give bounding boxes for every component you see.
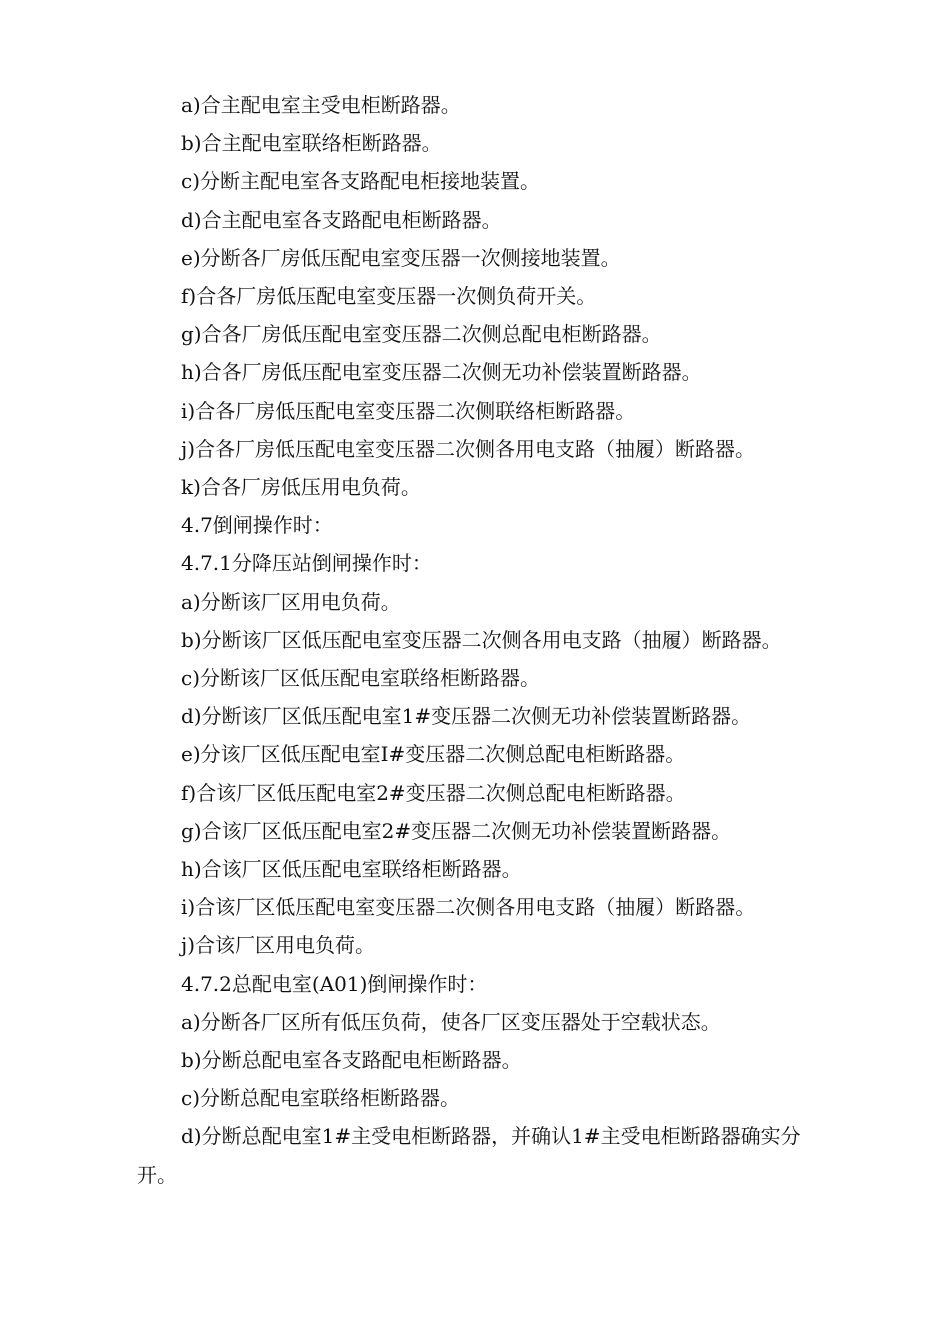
section-heading-4-7-2: 4.7.2总配电室(A01)倒闸操作时：	[181, 971, 488, 996]
paragraph-d-close-main-branches: d)合主配电室各支路配电柜断路器。	[181, 207, 502, 232]
document-body	[137, 86, 827, 1194]
paragraph-d-open-main-incoming-1: d)分断总配电室1#主受电柜断路器，并确认1#主受电柜断路器确实分开。	[137, 1124, 801, 1187]
paragraph-j-close-area-loads: j)合该厂区用电负荷。	[181, 933, 376, 958]
paragraph-a-open-area-loads: a)分断该厂区用电负荷。	[181, 589, 401, 614]
paragraph-k-close-low-voltage-loads: k)合各厂房低压用电负荷。	[181, 475, 421, 500]
paragraph-a-close-main-incoming: a)合主配电室主受电柜断路器。	[181, 93, 461, 117]
paragraph-a-open-all-low-voltage-loads: a)分断各厂区所有低压负荷，使各厂区变压器处于空载状态。	[181, 1009, 721, 1034]
paragraph-i-close-secondary-tie: i)合各厂房低压配电室变压器二次侧联络柜断路器。	[181, 398, 636, 423]
paragraph-c-open-main-tie: c)分断总配电室联络柜断路器。	[181, 1086, 461, 1111]
paragraph-g-close-t2-compensation: g)合该厂区低压配电室2#变压器二次侧无功补偿装置断路器。	[181, 818, 732, 843]
paragraph-g-close-secondary-main: g)合各厂房低压配电室变压器二次侧总配电柜断路器。	[181, 322, 662, 347]
paragraph-h-close-reactive-compensation: h)合各厂房低压配电室变压器二次侧无功补偿装置断路器。	[181, 360, 702, 385]
paragraph-i-close-area-branches: i)合该厂区低压配电室变压器二次侧各用电支路（抽履）断路器。	[181, 895, 756, 920]
paragraph-j-close-branch-drawers: j)合各厂房低压配电室变压器二次侧各用电支路（抽履）断路器。	[181, 436, 756, 461]
paragraph-e-open-transformer-grounding: e)分断各厂房低压配电室变压器一次侧接地装置。	[181, 245, 621, 270]
paragraph-d-open-t1-compensation: d)分断该厂区低压配电室1#变压器二次侧无功补偿装置断路器。	[181, 704, 752, 729]
paragraph-b-open-area-branches: b)分断该厂区低压配电室变压器二次侧各用电支路（抽履）断路器。	[181, 627, 782, 652]
paragraph-f-close-t2-main: f)合该厂区低压配电室2#变压器二次侧总配电柜断路器。	[181, 780, 686, 805]
paragraph-b-close-main-tie: b)合主配电室联络柜断路器。	[181, 131, 442, 156]
paragraph-c-open-main-grounding: c)分断主配电室各支路配电柜接地装置。	[181, 169, 541, 194]
paragraph-e-open-t1-main: e)分该厂区低压配电室I#变压器二次侧总配电柜断路器。	[181, 742, 686, 767]
paragraph-b-open-main-branches: b)分断总配电室各支路配电柜断路器。	[181, 1048, 522, 1073]
paragraph-f-close-load-switch: f)合各厂房低压配电室变压器一次侧负荷开关。	[181, 284, 597, 309]
paragraph-c-open-area-tie: c)分断该厂区低压配电室联络柜断路器。	[181, 666, 541, 691]
section-heading-4-7: 4.7倒闸操作时：	[181, 513, 333, 538]
paragraph-h-close-area-tie: h)合该厂区低压配电室联络柜断路器。	[181, 857, 522, 882]
section-heading-4-7-1: 4.7.1分降压站倒闸操作时：	[181, 551, 432, 576]
